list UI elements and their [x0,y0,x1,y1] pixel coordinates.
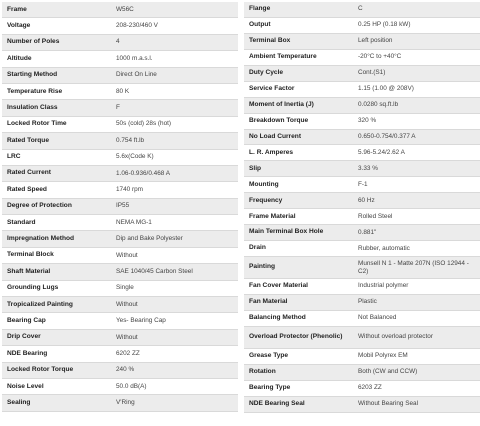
spec-row [244,397,480,413]
spec-row [244,241,480,257]
spec-row [2,182,238,198]
spec-row [2,2,238,18]
spec-value: 6202 ZZ [116,349,140,357]
spec-value: 1000 m.a.s.l. [116,54,153,62]
spec-value: Cont.(S1) [358,69,386,77]
spec-value: 208-230/460 V [116,22,158,30]
spec-row [244,98,480,114]
spec-value: 1.06-0.936/0.468 A [116,169,171,177]
spec-row [2,281,238,297]
spec-row [2,18,238,34]
spec-label: LRC [7,153,21,161]
spec-label: Moment of Inertia (J) [249,100,314,108]
spec-row [244,279,480,295]
spec-row [2,297,238,313]
spec-value: Direct On Line [116,71,157,79]
spec-row [244,327,480,349]
spec-value: 0.0280 sq.ft.lb [358,101,399,109]
spec-row [2,68,238,84]
spec-value: 50.0 dB(A) [116,382,147,390]
spec-value: 0.25 HP (0.18 kW) [358,21,411,29]
spec-label: Bearing Type [249,384,291,392]
spec-label: Fan Material [249,298,288,306]
spec-row [244,209,480,225]
spec-row [2,346,238,362]
spec-label: Terminal Block [7,251,54,259]
spec-row [2,231,238,247]
spec-row [244,114,480,130]
spec-value: Without [116,300,138,308]
spec-label: Shaft Material [7,267,51,275]
spec-label: No Load Current [249,132,302,140]
spec-row [2,199,238,215]
spec-row [244,18,480,34]
spec-value: Rubber, automatic [358,244,410,252]
spec-value: Left position [358,37,393,45]
spec-label: Frame [7,5,27,13]
spec-label: Rated Current [7,169,51,177]
spec-row [2,84,238,100]
spec-label: Rated Torque [7,136,50,144]
spec-value: IP55 [116,202,130,210]
spec-row [244,225,480,241]
spec-value: Industrial polymer [358,282,409,290]
spec-value: SAE 1040/45 Carbon Steel [116,267,193,275]
spec-label: Frame Material [249,212,296,220]
spec-label: Impregnation Method [7,235,75,243]
spec-label: Starting Method [7,71,58,79]
spec-row [244,177,480,193]
spec-value: V'Ring [116,399,135,407]
spec-value: Both (CW and CCW) [358,368,418,376]
spec-row [244,257,480,279]
spec-value: -20°C to +40°C [358,53,402,61]
spec-value: Without [116,333,138,341]
spec-value: 5.6x(Code K) [116,153,154,161]
spec-value: Not Balanced [358,314,397,322]
spec-label: Drip Cover [7,333,41,341]
spec-label: Fan Cover Material [249,282,308,290]
spec-label: Breakdown Torque [249,116,309,124]
spec-value: Without [116,251,138,259]
left-spec-table [2,2,238,412]
spec-value: 60 Hz [358,196,375,204]
spec-label: Terminal Box [249,37,291,45]
spec-label: Balancing Method [249,314,306,322]
spec-label: Bearing Cap [7,317,46,324]
spec-row [2,35,238,51]
spec-value: 240 % [116,366,135,374]
spec-row [244,2,480,18]
spec-label: Grease Type [249,352,289,360]
spec-label: Insulation Class [7,103,58,111]
spec-label: Duty Cycle [249,69,284,77]
spec-row [244,82,480,98]
spec-label: Output [249,21,271,29]
spec-label: Number of Poles [7,38,60,46]
spec-label: Main Terminal Box Hole [249,228,324,236]
spec-row [244,130,480,146]
spec-label: Service Factor [249,85,295,93]
spec-row [2,248,238,264]
spec-value: 0.650-0.754/0.377 A [358,132,416,140]
spec-value: C [358,5,363,13]
spec-row [2,330,238,346]
spec-label: Rotation [249,368,276,376]
spec-label: Painting [249,263,276,271]
spec-value: Rolled Steel [358,212,393,220]
spec-value: 3.33 % [358,164,378,172]
spec-label: Temperature Rise [7,87,63,95]
spec-value: F-1 [358,180,368,188]
spec-value: 320 % [358,117,377,125]
spec-label: NDE Bearing [7,349,48,357]
spec-value: 0.881" [358,228,377,236]
spec-value: 1.15 (1.00 @ 208V) [358,85,414,93]
spec-row [2,150,238,166]
spec-row [244,311,480,327]
right-spec-table [244,2,480,413]
spec-label: Locked Rotor Time [7,120,67,128]
spec-label: Ambient Temperature [249,53,317,61]
spec-row [244,161,480,177]
spec-value: W56C [116,5,134,13]
spec-value: Dip and Bake Polyester [116,235,183,243]
spec-row [244,193,480,209]
spec-value: 5.96-5.24/2.62 A [358,148,405,156]
spec-row [2,51,238,67]
spec-value: Without Bearing Seal [358,400,419,408]
spec-label: Slip [249,164,262,172]
spec-value: Mobil Polyrex EM [358,352,408,360]
spec-row [2,363,238,379]
spec-value: 1740 rpm [116,185,143,193]
spec-row [2,379,238,395]
spec-label: NDE Bearing Seal [249,399,305,407]
spec-row [2,166,238,182]
spec-label: Drain [249,244,266,252]
spec-label: Overload Protector (Phenolic) [249,333,343,341]
spec-value: Without overload protector [358,333,433,341]
spec-row [2,117,238,133]
spec-label: Degree of Protection [7,202,72,210]
spec-row [244,34,480,50]
spec-row [244,349,480,365]
spec-row [2,215,238,231]
spec-row [2,133,238,149]
spec-value: 80 K [116,87,130,95]
spec-label: L. R. Amperes [249,148,294,156]
spec-row [244,50,480,66]
spec-value: 6203 ZZ [358,384,382,392]
spec-value: F [116,104,120,112]
spec-label: Frequency [249,196,283,204]
spec-label: Rated Speed [7,185,47,193]
spec-label: Noise Level [7,382,44,390]
spec-row [244,365,480,381]
spec-row [244,145,480,161]
spec-label: Locked Rotor Torque [7,366,74,374]
spec-row [2,313,238,329]
spec-row [244,66,480,82]
spec-value: Plastic [358,298,377,306]
spec-row [244,295,480,311]
spec-label: Flange [249,5,271,13]
spec-value: Single [116,284,134,292]
spec-label: Grounding Lugs [7,284,59,292]
spec-value: 0.754 ft.lb [116,136,145,144]
spec-row [244,381,480,397]
spec-label: Sealing [7,398,31,406]
spec-label: Voltage [7,21,31,29]
spec-value: Yes- Bearing Cap [116,317,166,325]
spec-row [2,264,238,280]
spec-label: Standard [7,218,36,226]
spec-label: Mounting [249,180,279,188]
spec-row [2,395,238,411]
spec-label: Altitude [7,54,32,62]
spec-label: Tropicalized Painting [7,300,73,308]
spec-value: NEMA MG-1 [116,218,152,226]
spec-row [2,100,238,116]
spec-value: 50s (cold) 28s (hot) [116,120,172,128]
spec-value: 4 [116,38,120,46]
spec-value: Munsell N 1 - Matte 207N (ISO 12944 - C2) [358,259,469,275]
